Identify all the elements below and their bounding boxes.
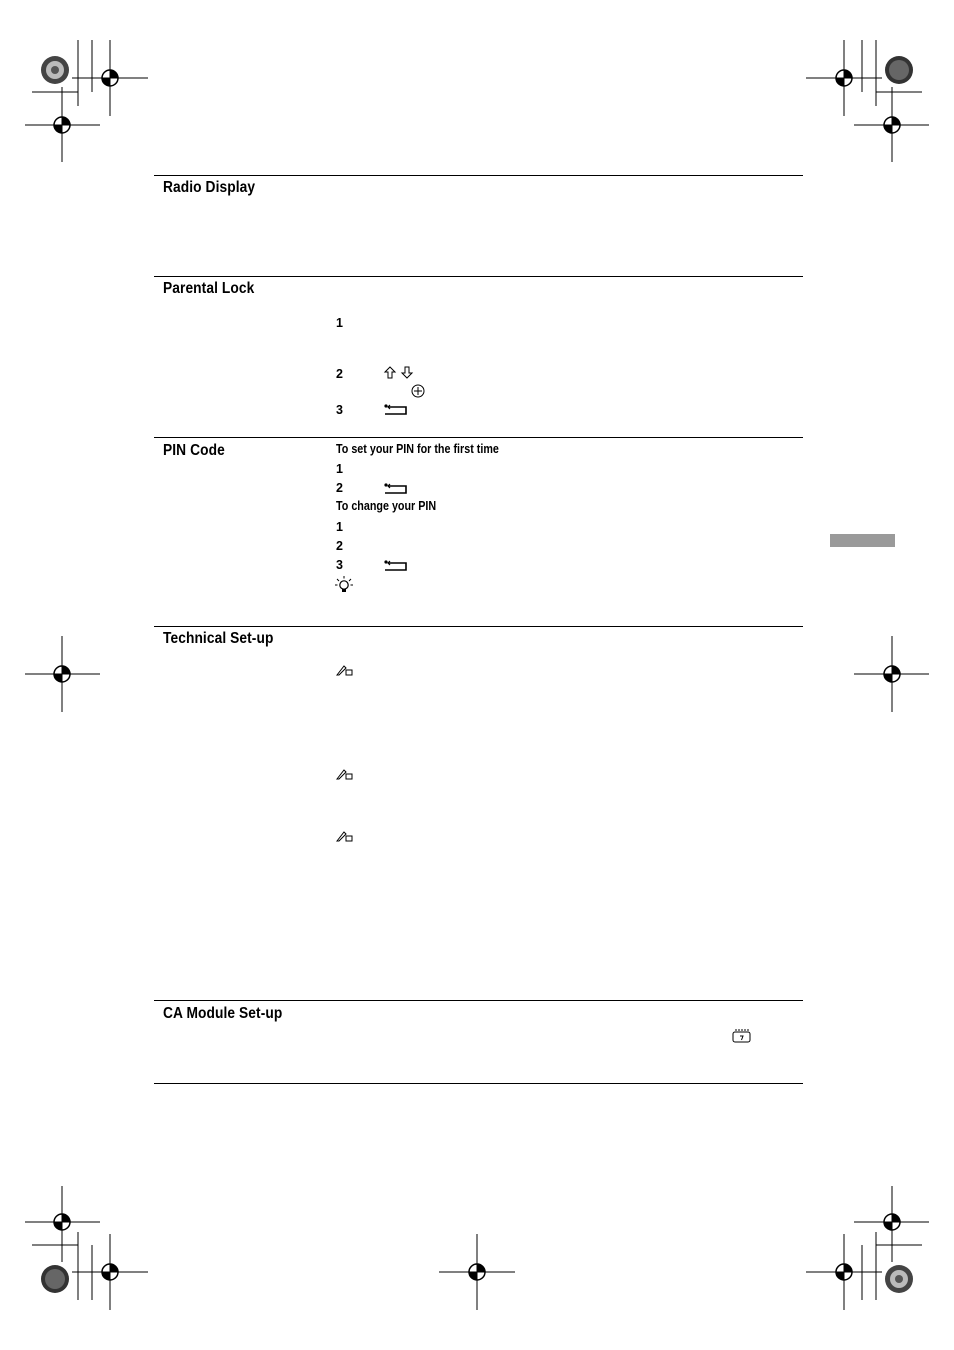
- pin-change-heading: To change your PIN: [336, 499, 437, 513]
- divider-technical-setup: [154, 626, 803, 627]
- pin-first-step-2: 2: [336, 481, 343, 495]
- section-tab-marker: [830, 534, 895, 547]
- note-pencil-icon: [336, 664, 354, 676]
- pin-change-step-1: 1: [336, 520, 343, 534]
- heading-parental-lock: Parental Lock: [163, 280, 255, 297]
- heading-pin-code: PIN Code: [163, 442, 225, 459]
- pin-change-step-2: 2: [336, 539, 343, 553]
- return-icon: [384, 483, 408, 495]
- heading-technical-setup: Technical Set-up: [163, 630, 274, 647]
- return-icon: [384, 404, 408, 416]
- divider-bottom: [154, 1083, 803, 1084]
- parental-step-1: 1: [336, 316, 343, 330]
- divider-parental-lock: [154, 276, 803, 277]
- parental-step-2: 2: [336, 367, 343, 381]
- note-pencil-icon: [336, 830, 354, 842]
- pin-change-step-3: 3: [336, 558, 343, 572]
- lightbulb-hint-icon: [335, 576, 353, 594]
- pin-first-time-heading: To set your PIN for the first time: [336, 442, 499, 456]
- divider-pin-code: [154, 437, 803, 438]
- return-icon: [384, 560, 408, 572]
- parental-step-3: 3: [336, 403, 343, 417]
- up-arrow-icon: [384, 366, 396, 379]
- ok-button-icon: [411, 384, 425, 398]
- note-pencil-icon: [336, 768, 354, 780]
- divider-radio-display: [154, 175, 803, 176]
- heading-ca-module-setup: CA Module Set-up: [163, 1005, 283, 1022]
- pin-first-step-1: 1: [336, 462, 343, 476]
- heading-radio-display: Radio Display: [163, 179, 256, 196]
- divider-ca-module: [154, 1000, 803, 1001]
- ca-card-icon: [732, 1028, 752, 1044]
- down-arrow-icon: [401, 366, 413, 379]
